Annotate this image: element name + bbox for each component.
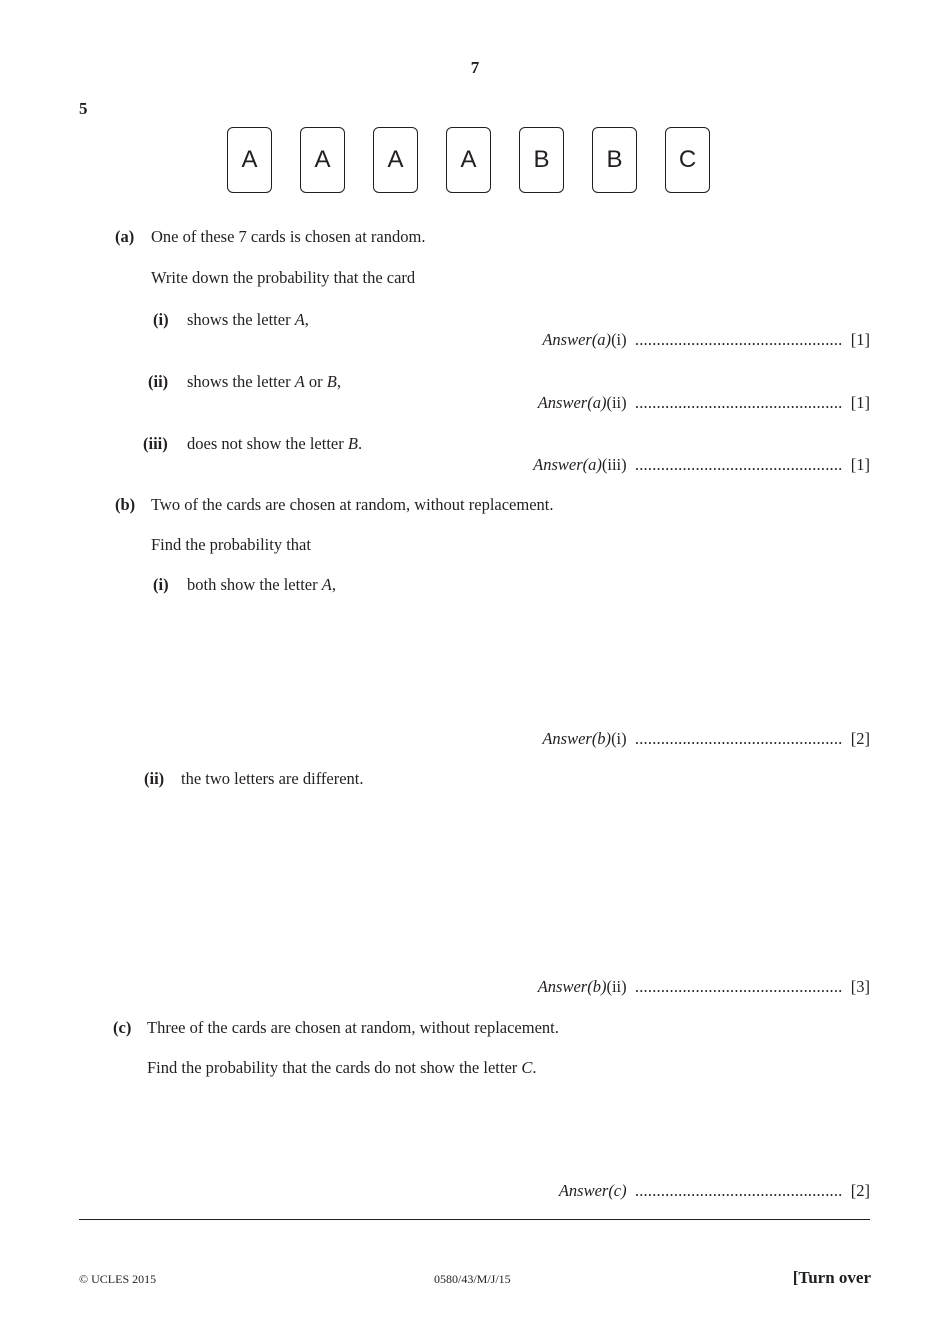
part-c-instruction: Find the probability that the cards do not show the letter C. <box>147 1058 537 1077</box>
part-a-i-label: (i) <box>153 310 169 329</box>
letter-card: A <box>373 127 418 193</box>
part-b-ii-label: (ii) <box>144 769 165 788</box>
part-a-ii-text: shows the letter A or B, <box>187 372 341 391</box>
answer-b-i[interactable]: Answer(b)(i) ................................................ [2] <box>542 729 870 748</box>
letter-card: A <box>446 127 491 193</box>
question-number: 5 <box>79 99 88 118</box>
letter-card: C <box>665 127 710 193</box>
part-a-i-text: shows the letter A, <box>187 310 309 329</box>
part-b-ii-text: the two letters are different. <box>181 769 364 788</box>
part-a-iii-text: does not show the letter B. <box>187 434 363 453</box>
part-a-ii-label: (ii) <box>148 372 169 391</box>
turn-over: [Turn over <box>792 1268 871 1287</box>
answer-b-ii[interactable]: Answer(b)(ii) ................................................ [3] <box>537 977 870 996</box>
footer-code: 0580/43/M/J/15 <box>434 1272 511 1286</box>
part-a-iii-label: (iii) <box>143 434 168 453</box>
marks: [2] <box>850 1181 870 1200</box>
part-a-label: (a) <box>115 227 135 246</box>
part-b-label: (b) <box>115 495 136 514</box>
letter-card: A <box>227 127 272 193</box>
footer-copyright: © UCLES 2015 <box>79 1272 157 1286</box>
letter-card: B <box>519 127 564 193</box>
marks: [1] <box>850 455 870 474</box>
answer-a-i[interactable]: Answer(a)(i) ................................................ [1] <box>542 330 870 349</box>
page-number: 7 <box>470 58 480 77</box>
marks: [2] <box>850 729 870 748</box>
part-c-label: (c) <box>113 1018 132 1037</box>
part-b-i-label: (i) <box>153 575 169 594</box>
footer-divider <box>79 1219 870 1220</box>
answer-a-iii[interactable]: Answer(a)(iii) ................................................ [1] <box>533 455 870 474</box>
answer-a-ii[interactable]: Answer(a)(ii) ................................................ [1] <box>537 393 870 412</box>
part-b-i-text: both show the letter A, <box>187 575 336 594</box>
part-a-instruction: Write down the probability that the card <box>151 268 416 287</box>
part-c-text: Three of the cards are chosen at random, without replacement. <box>147 1018 559 1037</box>
answer-c[interactable]: Answer(c) ................................................ [2] <box>558 1181 870 1200</box>
part-a-text: One of these 7 cards is chosen at random. <box>151 227 426 246</box>
part-b-instruction: Find the probability that <box>151 535 311 554</box>
marks: [1] <box>850 330 870 349</box>
letter-card: A <box>300 127 345 193</box>
marks: [1] <box>850 393 870 412</box>
marks: [3] <box>850 977 870 996</box>
part-b-text: Two of the cards are chosen at random, without replacement. <box>151 495 554 514</box>
letter-card: B <box>592 127 637 193</box>
